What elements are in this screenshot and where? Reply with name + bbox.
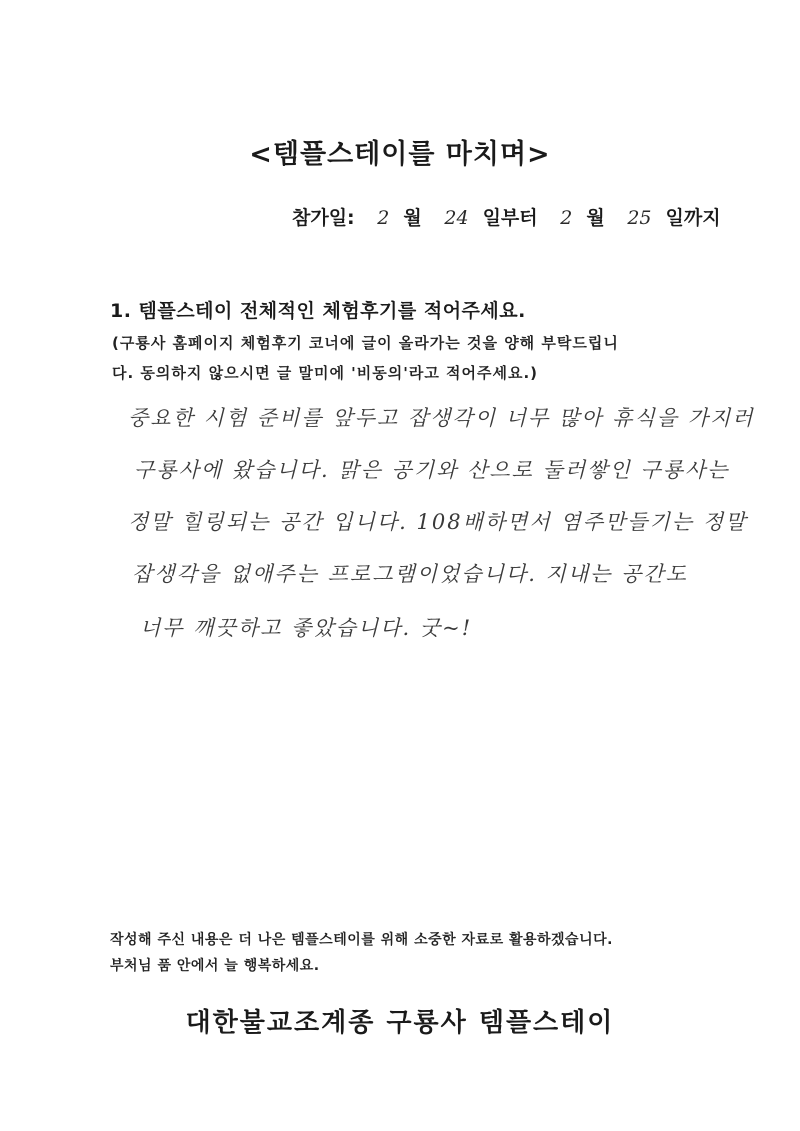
answer-line-2: 구룡사에 왔습니다. 맑은 공기와 산으로 둘러쌓인 구룡사는 — [134, 458, 730, 482]
end-day-handwritten: 25 — [627, 207, 652, 229]
end-month-handwritten: 2 — [560, 207, 573, 229]
month-unit-start: 월 — [403, 207, 422, 229]
start-month-handwritten: 2 — [377, 207, 390, 229]
day-from-label: 일부터 — [482, 207, 538, 229]
consent-note-line-2: 다. 동의하지 않으시면 글 말미에 '비동의'라고 적어주세요.) — [112, 364, 539, 382]
participation-period — [292, 203, 721, 230]
question-heading: 1. 템플스테이 전체적인 체험후기를 적어주세요. — [110, 300, 526, 322]
consent-note — [112, 328, 704, 388]
answer-line-4: 잡생각을 없애주는 프로그램이었습니다. 지내는 공간도 — [132, 562, 688, 586]
form-title: <템플스테이를 마치며> — [249, 139, 551, 170]
answer-line-1: 중요한 시험 준비를 앞두고 잡생각이 너무 많아 휴식을 가지러 — [128, 406, 755, 430]
closing-message — [110, 927, 613, 979]
month-unit-end: 월 — [586, 207, 605, 229]
answer-line-5: 너무 깨끗하고 좋았습니다. 굿~! — [140, 616, 473, 640]
day-to-label: 일까지 — [665, 207, 721, 229]
consent-note-line-1: (구룡사 홈페이지 체험후기 코너에 글이 올라가는 것을 양해 부탁드립니 — [112, 334, 619, 352]
start-day-handwritten: 24 — [444, 207, 469, 229]
organization-name: 대한불교조계종 구룡사 템플스테이 — [185, 1008, 615, 1038]
closing-message-line-1: 작성해 주신 내용은 더 나은 템플스테이를 위해 소중한 자료로 활용하겠습니다. — [110, 932, 613, 948]
answer-line-3: 정말 힐링되는 공간 입니다. 108배하면서 염주만들기는 정말 — [128, 510, 748, 534]
closing-message-line-2: 부처님 품 안에서 늘 행복하세요. — [110, 958, 320, 974]
participation-label: 참가일: — [292, 207, 355, 229]
